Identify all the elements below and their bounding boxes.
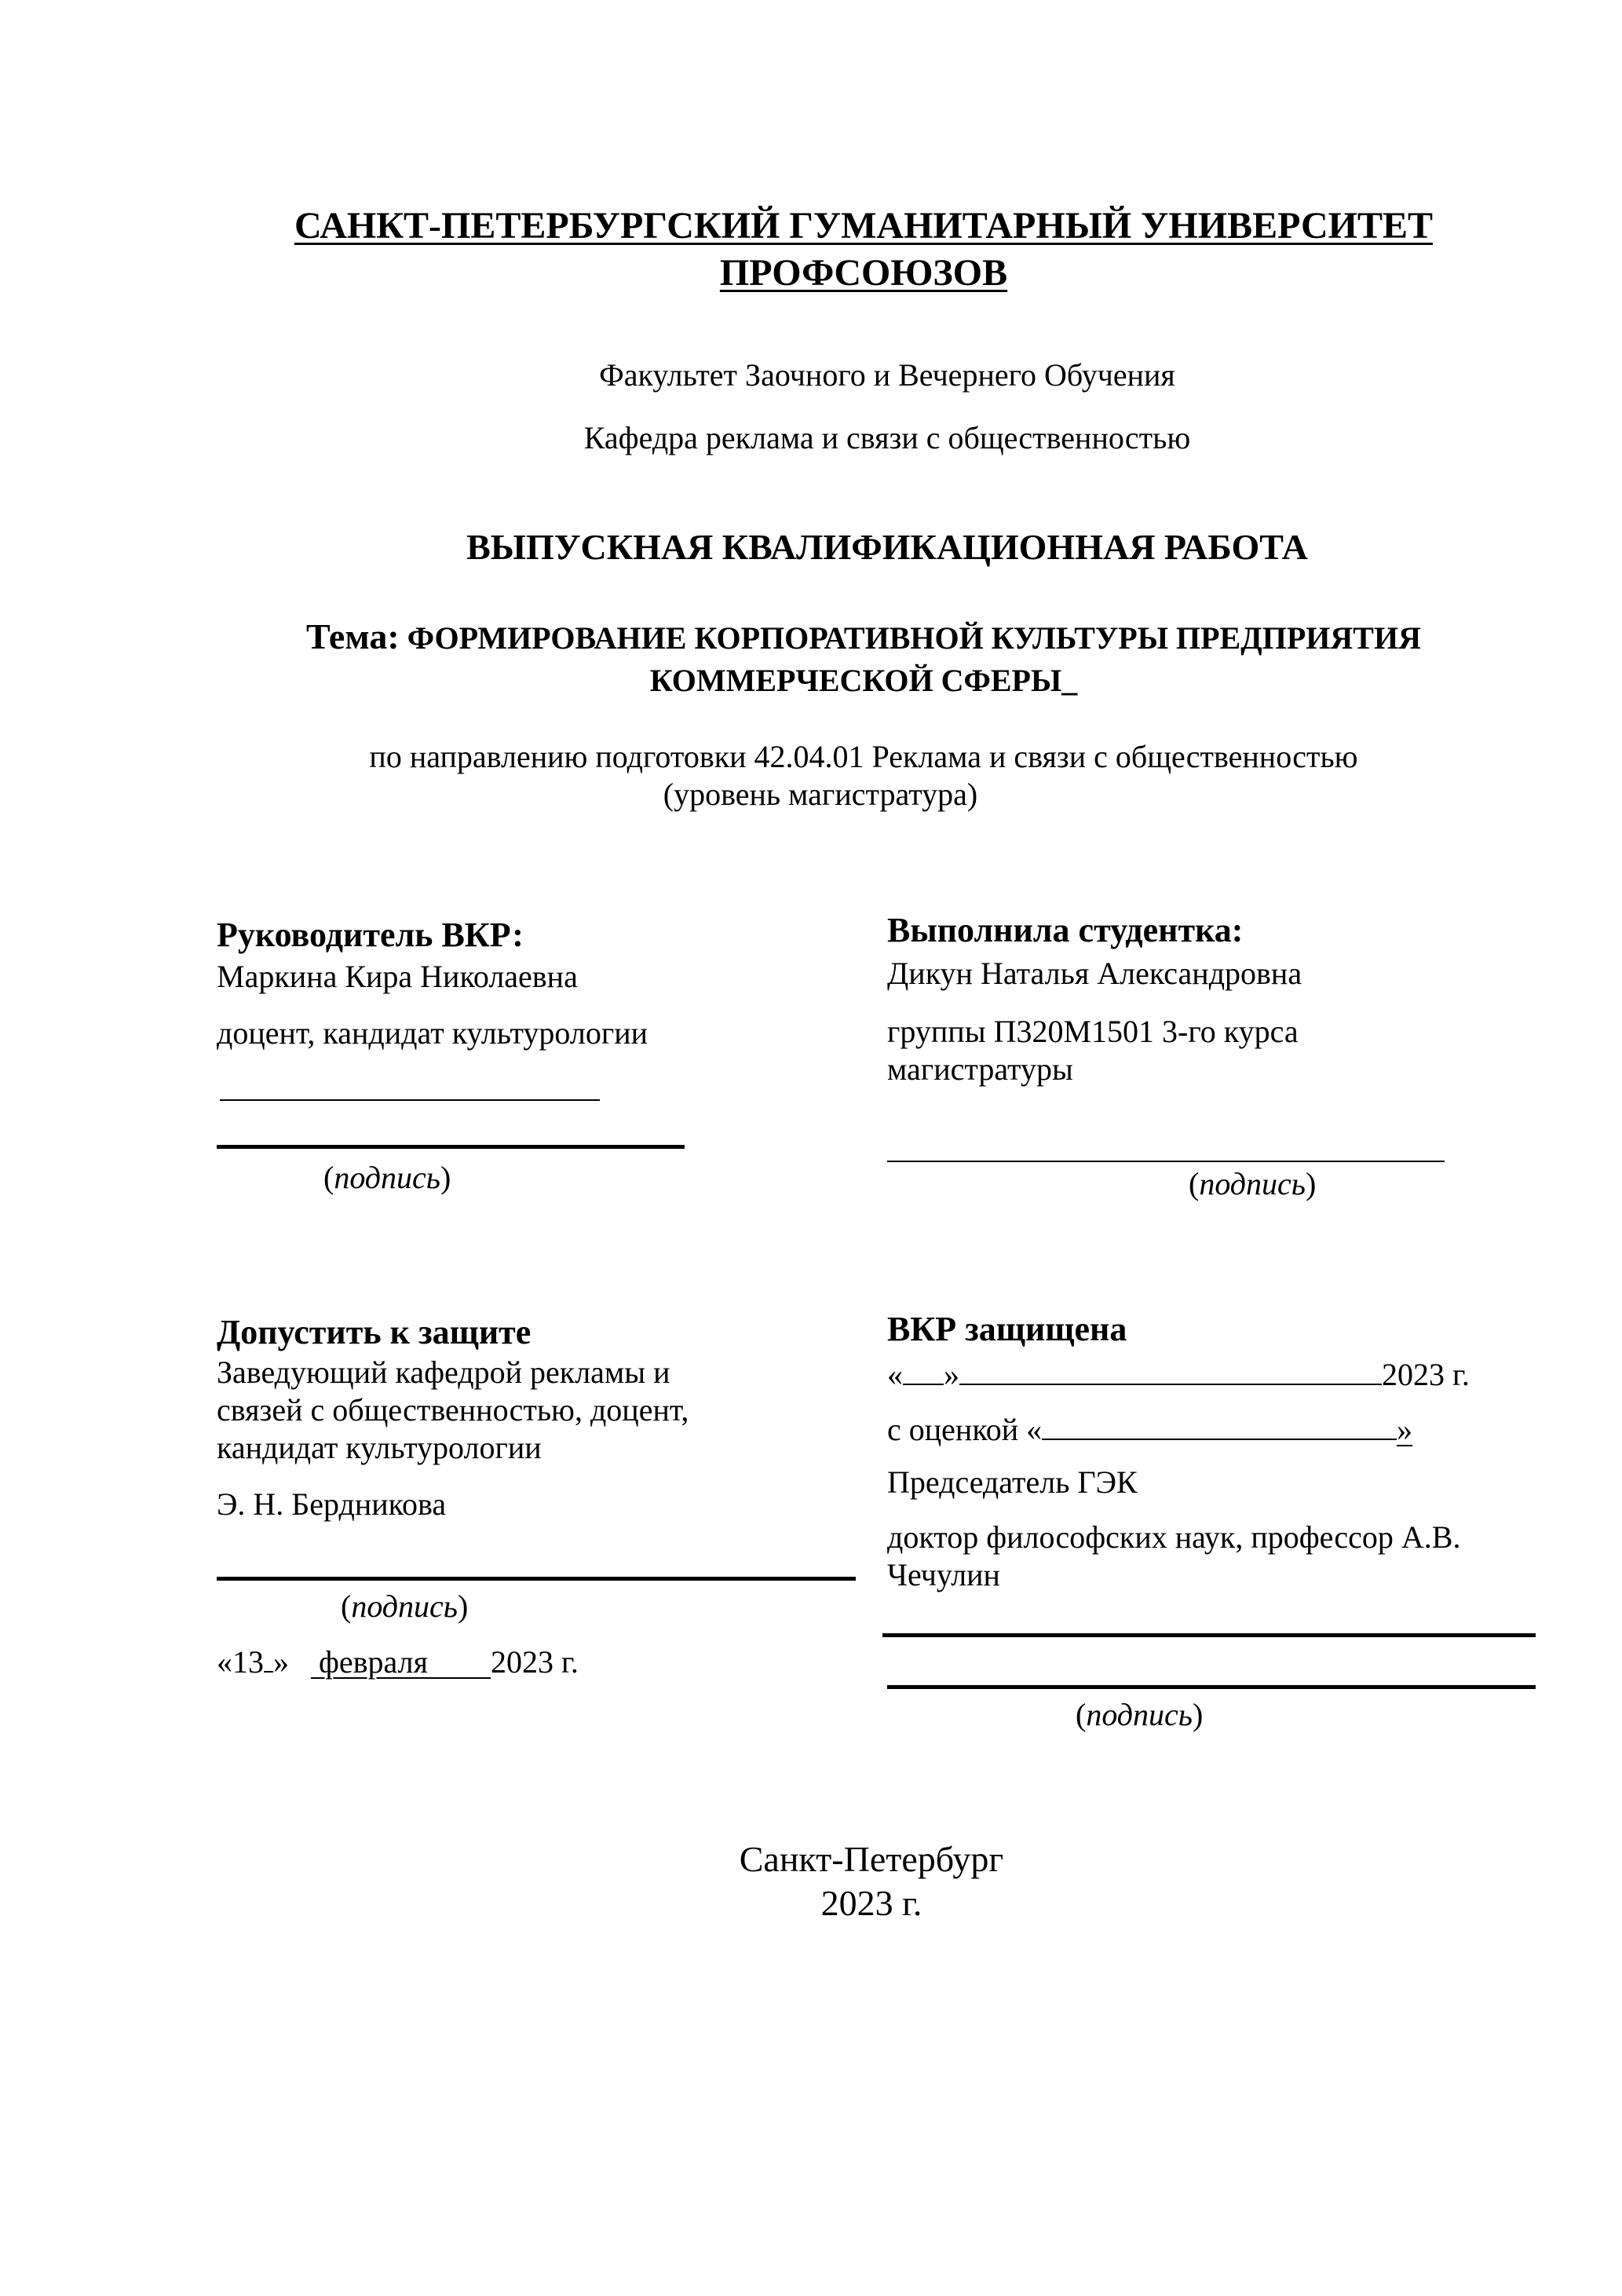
- admission-date: «13 » февраля 2023 г.: [217, 1644, 579, 1680]
- supervisor-signature-line: [217, 1145, 685, 1149]
- department-name: Кафедра реклама и связи с общественностью: [583, 420, 1191, 455]
- supervisor-heading: Руководитель ВКР:: [217, 916, 524, 954]
- university-name-line2: ПРОФСОЮЗОВ: [719, 252, 1008, 294]
- work-topic: [0, 616, 1622, 660]
- admission-date-month: февраля: [319, 1644, 429, 1680]
- faculty-name: Факультет Заочного и Вечернего Обучения: [599, 357, 1175, 393]
- supervisor-signature-caption: (подпись): [323, 1160, 451, 1195]
- defense-date-year: 2023 г.: [1382, 1357, 1470, 1392]
- admission-heading: Допустить к защите: [217, 1313, 532, 1351]
- defense-signature-caption: (подпись): [1076, 1697, 1204, 1732]
- student-group-line1: группы П320М1501 3-го курса: [887, 1014, 1299, 1049]
- footer-year: 2023 г.: [820, 1883, 922, 1923]
- defense-grade: с оценкой « »: [887, 1412, 1413, 1447]
- work-type-title: ВЫПУСКНАЯ КВАЛИФИКАЦИОННАЯ РАБОТА: [466, 527, 1308, 567]
- gek-chair-line1: доктор философских наук, профессор А.В.: [887, 1519, 1461, 1555]
- admission-head-name: Э. Н. Бердникова: [217, 1486, 447, 1522]
- topic-line2: КОММЕРЧЕСКОЙ СФЕРЫ_: [649, 663, 1078, 698]
- topic-label: Тема:: [306, 616, 400, 656]
- gek-chair-line2: Чечулин: [887, 1557, 1000, 1592]
- student-heading: Выполнила студентка:: [887, 911, 1244, 949]
- defense-signature-line2: [887, 1685, 1536, 1689]
- admission-date-year: 2023 г.: [491, 1644, 579, 1680]
- student-signature-line: [887, 1161, 1445, 1162]
- student-name: Дикун Наталья Александровна: [887, 956, 1302, 991]
- supervisor-position: доцент, кандидат культурологии: [217, 1015, 648, 1051]
- defense-date: « » 2023 г.: [887, 1357, 1470, 1392]
- admission-line1: Заведующий кафедрой рекламы и: [217, 1355, 670, 1390]
- direction-text: по направлению подготовки 42.04.01 Реклама и связи с общественностью: [369, 739, 1358, 774]
- admission-signature-caption: (подпись): [341, 1589, 469, 1624]
- admission-date-day: «13: [217, 1644, 264, 1680]
- defense-heading: ВКР защищена: [887, 1310, 1127, 1348]
- student-group-line2: магистратуры: [887, 1051, 1073, 1087]
- topic-line1: ФОРМИРОВАНИЕ КОРПОРАТИВНОЙ КУЛЬТУРЫ ПРЕДПРИЯТИЯ: [407, 620, 1421, 656]
- admission-signature-line: [217, 1577, 856, 1581]
- footer-city: Санкт-Петербург: [739, 1839, 1004, 1879]
- gek-chair-label: Председатель ГЭК: [887, 1464, 1138, 1500]
- admission-line3: кандидат культурологии: [217, 1430, 542, 1465]
- student-signature-caption: (подпись): [1189, 1166, 1317, 1201]
- supervisor-name: Маркина Кира Николаевна: [217, 959, 578, 994]
- university-name-line1: САНКТ-ПЕТЕРБУРГСКИЙ ГУМАНИТАРНЫЙ УНИВЕРСИТЕТ: [294, 205, 1434, 247]
- admission-line2: связей с общественностью, доцент,: [217, 1392, 689, 1428]
- supervisor-signature-line-thin: [220, 1099, 600, 1101]
- defense-signature-line1: [882, 1633, 1536, 1637]
- level-text: (уровень магистратура): [663, 777, 978, 812]
